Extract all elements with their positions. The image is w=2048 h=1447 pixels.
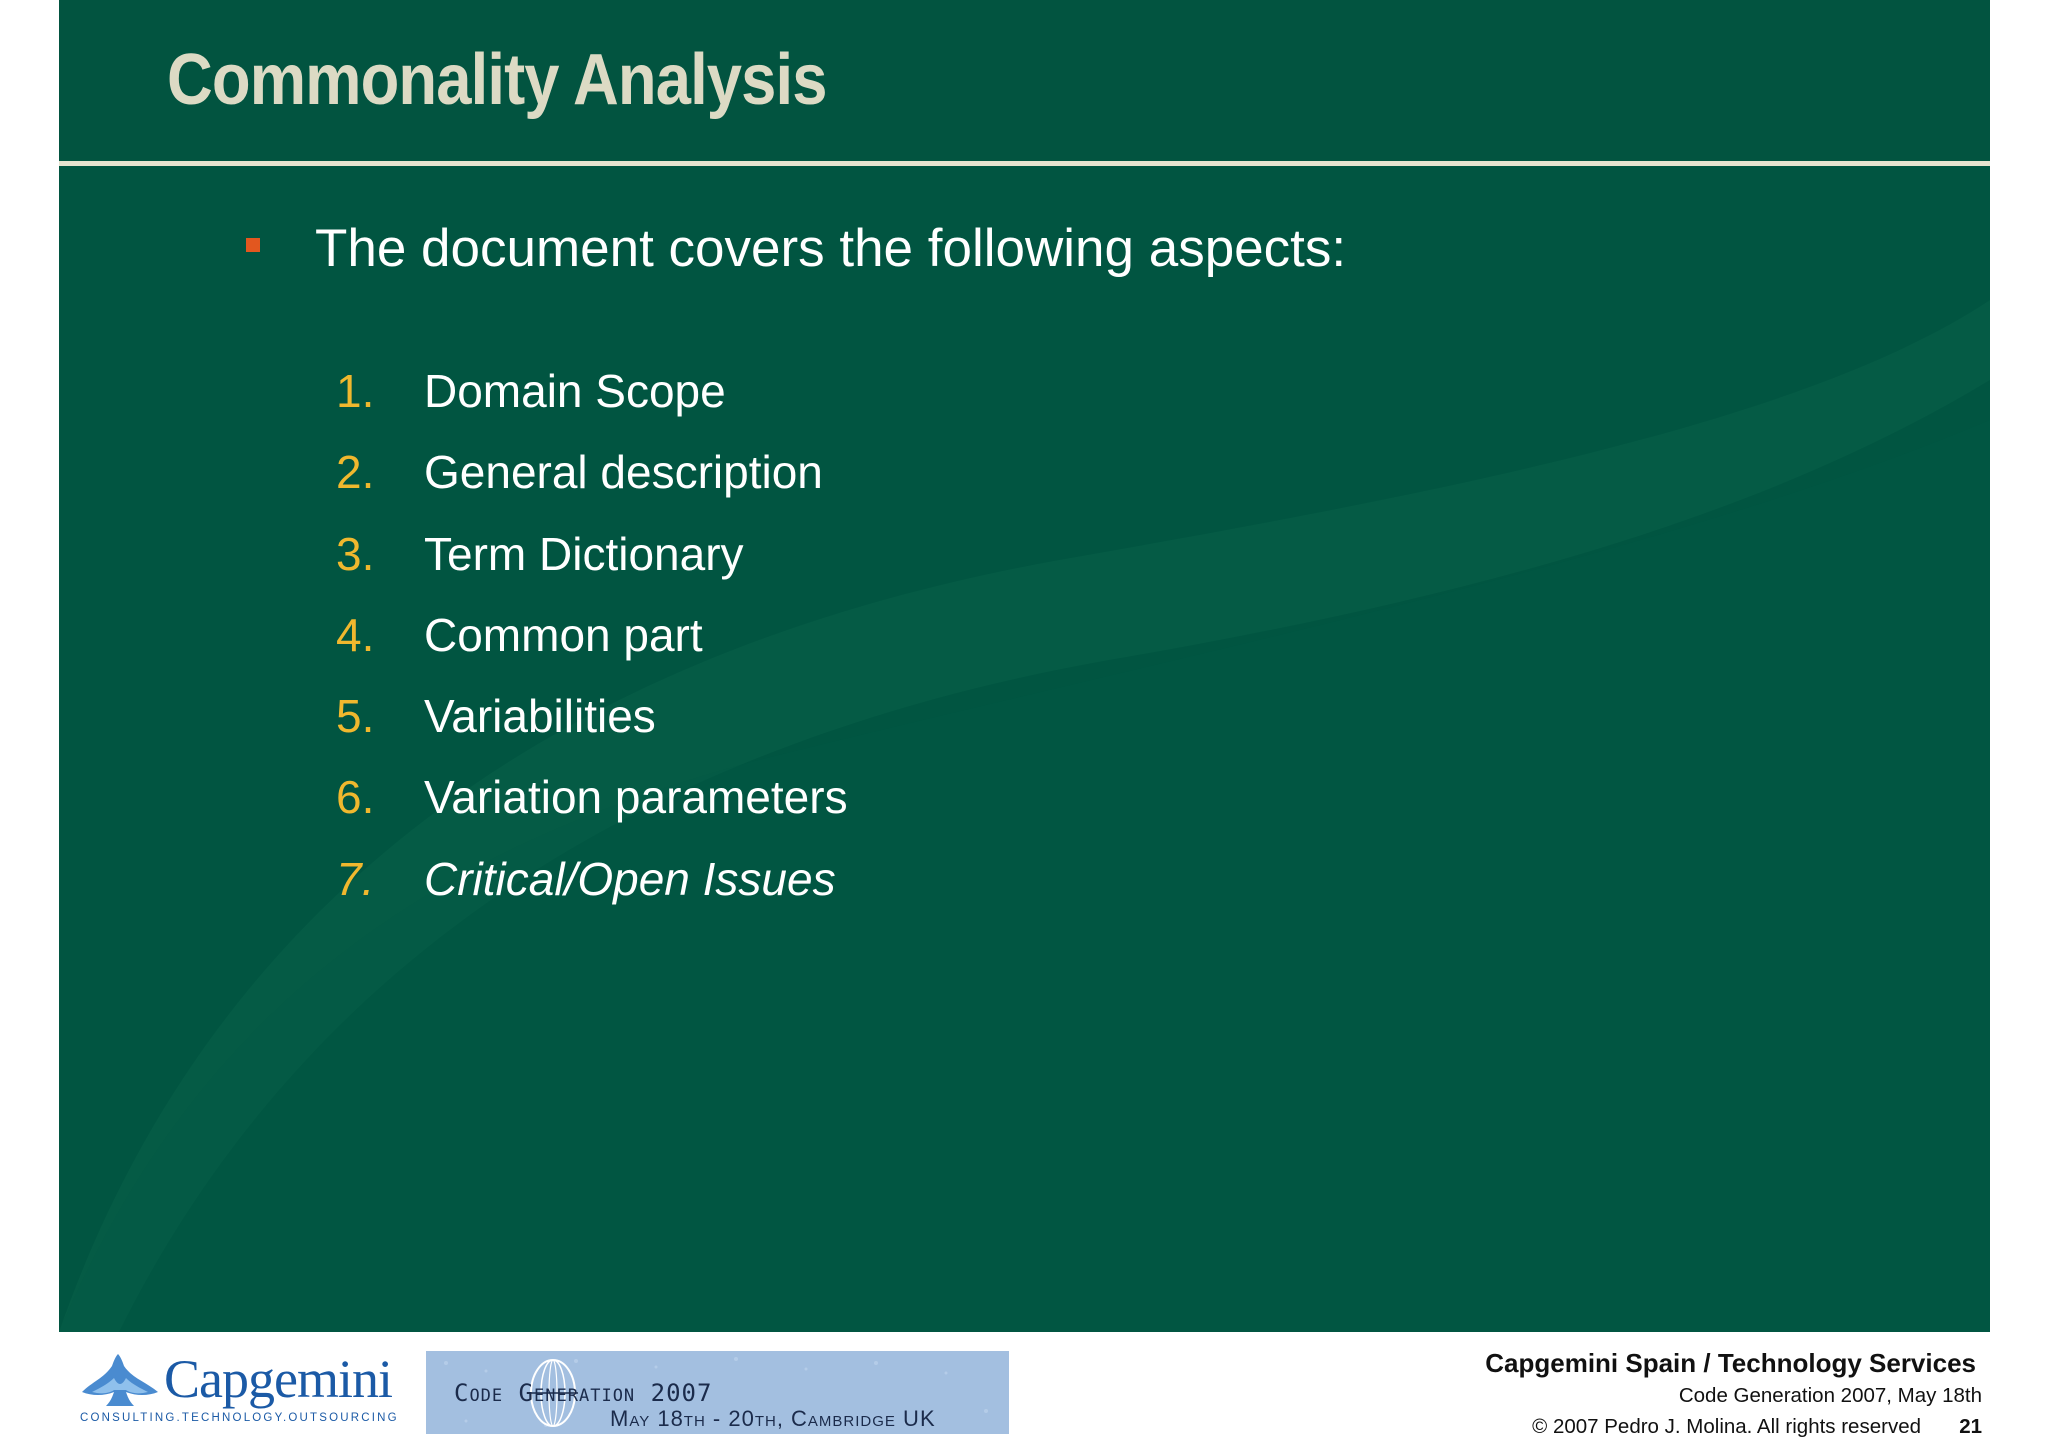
list-item-label: Domain Scope	[424, 365, 726, 417]
list-item-number: 1.	[336, 365, 375, 417]
list-item-label: General description	[424, 446, 823, 499]
code-generation-banner	[426, 1351, 1009, 1434]
banner-title: Code Generation 2007	[454, 1379, 713, 1407]
list-item	[336, 690, 848, 771]
bullet-square-icon	[246, 238, 260, 252]
list-item-number: 5.	[336, 690, 375, 743]
bullet-text: The document covers the following aspects:	[315, 219, 1347, 278]
list-item-number: 4.	[336, 608, 375, 661]
footer-event: Code Generation 2007, May 18th	[1678, 1384, 1982, 1407]
list-item-label: Common part	[424, 608, 703, 661]
list-item-label: Critical/Open Issues	[424, 852, 836, 905]
banner-subtitle: May 18th - 20th, Cambridge UK	[610, 1406, 936, 1431]
title-bar	[59, 0, 1990, 162]
list-item	[336, 771, 848, 852]
capgemini-logo	[78, 1349, 399, 1432]
list-item-number: 7.	[336, 852, 375, 905]
slide-title: Commonality Analysis	[167, 40, 827, 120]
slide-content-panel	[59, 0, 1990, 1332]
spade-icon	[78, 1352, 162, 1410]
list-item-number: 2.	[336, 446, 375, 499]
title-divider	[59, 161, 1990, 166]
list-item-label: Variabilities	[424, 690, 656, 743]
logo-wordmark: Capgemini	[164, 1349, 392, 1409]
list-item	[336, 853, 848, 934]
logo-tagline: CONSULTING.TECHNOLOGY.OUTSOURCING	[80, 1412, 399, 1424]
list-item-number: 3.	[336, 527, 375, 580]
list-item	[336, 446, 848, 527]
list-item-number: 6.	[336, 771, 375, 824]
list-item	[336, 528, 848, 609]
aspect-list	[336, 365, 848, 934]
list-item-label: Term Dictionary	[424, 527, 744, 580]
footer-copyright: © 2007 Pedro J. Molina. All rights reserved	[1532, 1415, 1921, 1438]
page-number: 21	[1959, 1415, 1982, 1438]
list-item-label: Variation parameters	[424, 771, 848, 824]
footer-company: Capgemini Spain / Technology Services	[1485, 1348, 1976, 1378]
list-item	[336, 609, 848, 690]
list-item	[336, 365, 848, 446]
